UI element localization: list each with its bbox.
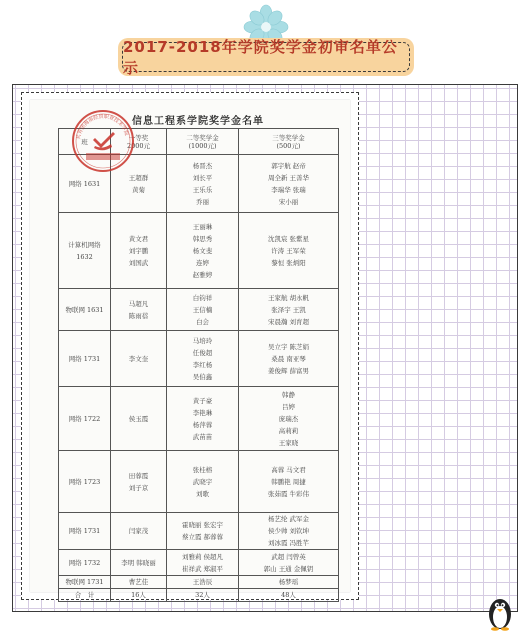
name-entry: 吴伯鑫 — [192, 372, 213, 381]
third-prize-cell — [239, 213, 339, 289]
name-entry: 霍晓丽 张宏宇 — [181, 521, 224, 529]
svg-text:共青团海南经贸职业技术学院: 共青团海南经贸职业技术学院 — [75, 113, 130, 140]
name-entry: 侯少帅 刘钦坤 — [267, 527, 310, 535]
name-entry: 韩鹏艳 周捷 — [271, 477, 306, 486]
name-entry: 白钧祥 — [192, 293, 213, 302]
total-second: 32人 — [167, 589, 239, 602]
name-entry: 韩静 — [282, 390, 295, 399]
name-entry: 姜俊辉 薛富男 — [267, 366, 310, 375]
third-prize-cell — [239, 513, 339, 550]
name-entry: 吴立宇 陈芝娟 — [267, 342, 310, 351]
first-prize-cell — [111, 331, 167, 387]
name-entry: 杨梦瑶 — [278, 578, 299, 586]
name-entry: 杨文斐 — [192, 246, 213, 255]
header-third-amount: (500元) — [276, 141, 301, 150]
name-entry: 王家晓 — [278, 438, 299, 447]
official-stamp — [70, 108, 136, 174]
header-third — [239, 129, 339, 155]
name-entry: 闫家茂 — [128, 527, 149, 535]
table-row — [59, 387, 339, 451]
name-entry: 刘冰霞 冯胜芊 — [267, 539, 310, 547]
name-entry: 侯玉霞 — [128, 414, 149, 423]
header-second — [167, 129, 239, 155]
name-entry: 王家航 胡永帆 — [267, 293, 310, 302]
class-cell: 网络 1631 — [59, 155, 111, 213]
table-row — [59, 451, 339, 513]
name-entry: 黎恒 张炳阳 — [271, 258, 306, 267]
name-entry: 刘雅莉 侯超凡 — [181, 552, 224, 561]
name-entry: 庞瑞杰 — [278, 414, 299, 423]
name-entry: 黄菊 — [132, 185, 145, 194]
header-first-amount: 2000元 — [126, 141, 151, 150]
third-prize-cell — [239, 451, 339, 513]
header-third-label: 三等奖学金 — [272, 133, 305, 142]
name-entry: 李明 韩晓丽 — [121, 558, 156, 567]
first-prize-cell — [111, 387, 167, 451]
name-entry: 张桂榕 — [192, 465, 213, 474]
name-entry: 李文奎 — [128, 354, 149, 363]
name-entry: 连婷 — [196, 258, 209, 267]
name-entry: 杨晋杰 — [192, 161, 213, 170]
total-label: 合 计 — [59, 589, 111, 602]
name-entry: 蔡立霞 郝蓉蓉 — [181, 533, 224, 541]
class-cell: 网络 1722 — [59, 387, 111, 451]
name-entry: 王浩辰 — [192, 578, 213, 586]
name-entry: 沈凯宸 张紫星 — [267, 234, 310, 243]
third-prize-cell — [239, 331, 339, 387]
first-prize-cell — [111, 289, 167, 331]
header-class: 班 — [59, 129, 111, 155]
name-entry: 张泽宇 王凯 — [271, 305, 306, 314]
table-row — [59, 513, 339, 550]
name-entry: 王丽琳 — [192, 222, 213, 231]
name-entry: 马超凡 — [128, 299, 149, 308]
third-prize-cell — [239, 576, 339, 589]
name-entry: 王信楠 — [192, 305, 213, 314]
name-entry: 吕婷 — [282, 402, 295, 411]
name-entry: 马培玲 — [192, 336, 213, 345]
title-banner — [118, 38, 414, 76]
name-entry: 许涛 王军荣 — [271, 246, 306, 255]
first-prize-cell — [111, 451, 167, 513]
name-entry: 刘子京 — [128, 483, 149, 492]
name-entry: 李红杨 — [192, 360, 213, 369]
name-entry: 崔祥武 郑淑平 — [181, 564, 224, 573]
name-entry: 郭山 王通 金佩钥 — [263, 564, 314, 573]
name-entry: 武晓宇 — [192, 477, 213, 486]
name-entry: 武苗苗 — [192, 432, 213, 441]
name-entry: 刘宇鹏 — [128, 246, 149, 255]
name-entry: 宋晨瀚 刘育超 — [267, 317, 310, 326]
name-entry: 张茹霞 牛彩伟 — [267, 489, 310, 498]
third-prize-cell — [239, 155, 339, 213]
name-entry: 桑晨 南亚琴 — [271, 354, 306, 363]
first-prize-cell — [111, 576, 167, 589]
table-total-row — [59, 589, 339, 602]
name-entry: 高莉莉 — [278, 426, 299, 435]
name-entry: 高蓉 马文君 — [271, 465, 306, 474]
penguin-mascot-icon — [486, 590, 514, 632]
name-entry: 白会 — [196, 317, 209, 326]
name-entry: 杨艺纶 武军金 — [267, 515, 310, 523]
class-cell: 物联网 1631 — [59, 289, 111, 331]
name-entry: 刘长平 — [192, 173, 213, 182]
name-entry: 李瑞华 张瑞 — [271, 185, 306, 194]
banner-title: 2017-2018年学院奖学金初审名单公示 — [122, 42, 410, 72]
second-prize-cell — [167, 155, 239, 213]
name-entry: 李艳琳 — [192, 408, 213, 417]
name-entry: 宋小丽 — [278, 197, 299, 206]
name-entry: 刘歌 — [196, 489, 209, 498]
third-prize-cell — [239, 289, 339, 331]
first-prize-cell — [111, 213, 167, 289]
second-prize-cell — [167, 331, 239, 387]
name-entry: 杨萍蓉 — [192, 420, 213, 429]
scholarship-table — [58, 128, 339, 602]
name-entry: 田蓉霞 — [128, 471, 149, 480]
class-cell: 物联网 1731 — [59, 576, 111, 589]
name-entry: 黄文君 — [128, 234, 149, 243]
document-title: 信息工程系学院奖学金名单 — [132, 116, 264, 127]
second-prize-cell — [167, 213, 239, 289]
table-row — [59, 331, 339, 387]
header-first-label: 一等奖 — [128, 133, 149, 142]
class-cell: 网络 1731 — [59, 513, 111, 550]
name-entry: 乔丽 — [196, 197, 209, 206]
second-prize-cell — [167, 513, 239, 550]
name-entry: 陈雨蓓 — [128, 311, 149, 320]
header-second-label: 二等奖学金 — [186, 133, 219, 142]
second-prize-cell — [167, 576, 239, 589]
class-cell: 网络 1731 — [59, 331, 111, 387]
name-entry: 韩思秀 — [192, 234, 213, 243]
table-row — [59, 576, 339, 589]
second-prize-cell — [167, 387, 239, 451]
total-third: 48人 — [239, 589, 339, 602]
name-entry: 王超群 — [128, 173, 149, 182]
name-entry: 黄子豪 — [192, 396, 213, 405]
table-row — [59, 213, 339, 289]
name-entry: 王乐乐 — [192, 185, 213, 194]
class-cell: 计算机网络 1632 — [59, 213, 111, 289]
second-prize-cell — [167, 289, 239, 331]
name-entry: 曹艺佳 — [128, 578, 149, 586]
class-cell: 网络 1732 — [59, 550, 111, 576]
class-cell: 网络 1723 — [59, 451, 111, 513]
second-prize-cell — [167, 550, 239, 576]
second-prize-cell — [167, 451, 239, 513]
name-entry: 任俊超 — [192, 348, 213, 357]
table-row — [59, 289, 339, 331]
name-entry: 刘国武 — [128, 258, 149, 267]
table-row — [59, 550, 339, 576]
first-prize-cell — [111, 550, 167, 576]
name-entry: 赵雅婷 — [192, 270, 213, 279]
name-entry: 武超 闫曾英 — [271, 552, 306, 561]
third-prize-cell — [239, 550, 339, 576]
header-second-amount: (1000元) — [188, 141, 217, 150]
third-prize-cell — [239, 387, 339, 451]
table-body — [59, 155, 339, 589]
first-prize-cell — [111, 513, 167, 550]
name-entry: 郭宇航 赵帝 — [271, 161, 306, 170]
total-first: 16人 — [111, 589, 167, 602]
name-entry: 周全新 王善华 — [267, 173, 310, 182]
